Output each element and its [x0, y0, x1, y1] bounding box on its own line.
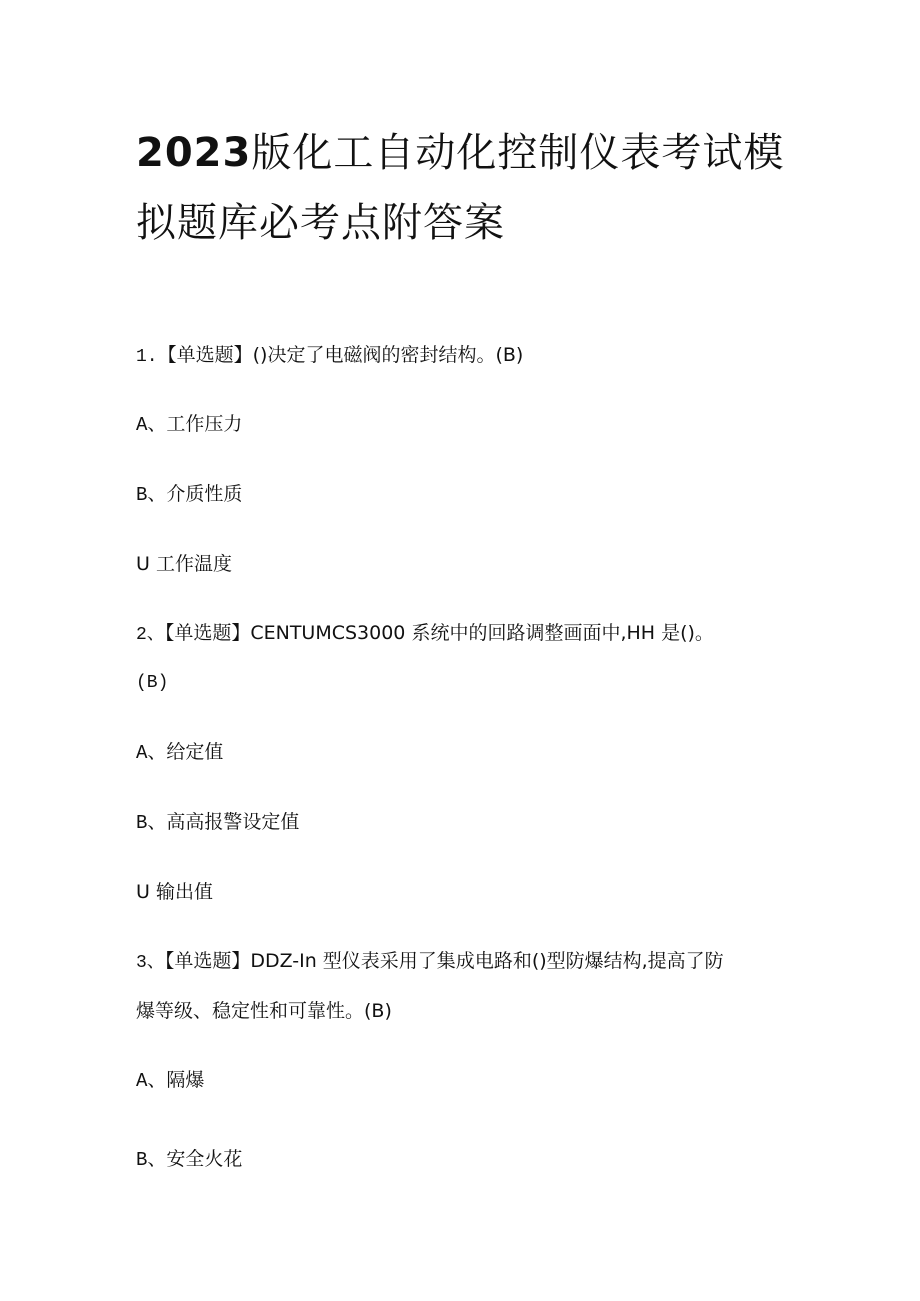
question-number: 2、	[136, 625, 165, 645]
document-title	[136, 118, 796, 258]
title-year: 2023	[136, 130, 252, 176]
option-text: 工作温度	[155, 553, 232, 575]
question-2-option-b	[136, 810, 299, 835]
question-1-option-b	[136, 482, 242, 507]
option-label: B、	[136, 484, 167, 506]
title-line-1	[136, 118, 796, 188]
question-type-tag: 【单选题】	[164, 950, 251, 972]
question-stem-text: ()决定了电磁阀的密封结构。(B)	[252, 344, 524, 366]
question-stem-text: CENTUMCS3000 系统中的回路调整画面中,HH 是()。	[250, 622, 714, 644]
question-3-option-b	[136, 1147, 242, 1172]
question-2-option-a	[136, 740, 223, 765]
option-label: B、	[136, 812, 167, 834]
option-label: U	[136, 881, 150, 903]
option-text: 介质性质	[166, 483, 243, 505]
option-text: 工作压力	[166, 413, 243, 435]
question-1-option-c	[136, 552, 232, 576]
option-text: 给定值	[166, 741, 224, 763]
option-label: A、	[136, 742, 167, 764]
title-line-2: 拟题库必考点附答案	[136, 200, 505, 246]
option-text: 安全火花	[166, 1148, 243, 1170]
question-number: 1.	[136, 347, 158, 367]
option-text: 输出值	[155, 881, 213, 903]
option-text: 隔爆	[166, 1069, 205, 1091]
option-label: A、	[136, 414, 167, 436]
question-stem-text: DDZ-In 型仪表采用了集成电路和()型防爆结构,提高了防	[250, 950, 724, 972]
question-2-stem-line-1	[136, 621, 714, 647]
question-3-stem-line-2: 爆等级、稳定性和可靠性。(B)	[136, 1000, 392, 1022]
question-type-tag: 【单选题】	[164, 622, 251, 644]
question-number: 3、	[136, 953, 165, 973]
option-label: A、	[136, 1070, 167, 1092]
question-1-option-a	[136, 412, 242, 437]
question-1-stem	[136, 343, 523, 369]
title-line-1-text: 版化工自动化控制仪表考试模	[251, 130, 785, 176]
question-type-tag: 【单选题】	[157, 344, 253, 366]
question-3-option-a	[136, 1068, 204, 1093]
question-3-stem-line-1	[136, 949, 724, 975]
option-label: B、	[136, 1149, 167, 1171]
option-text: 高高报警设定值	[166, 811, 300, 833]
question-2-stem-line-2: (B)	[136, 673, 169, 693]
option-label: U	[136, 553, 150, 575]
question-2-option-c	[136, 880, 213, 904]
